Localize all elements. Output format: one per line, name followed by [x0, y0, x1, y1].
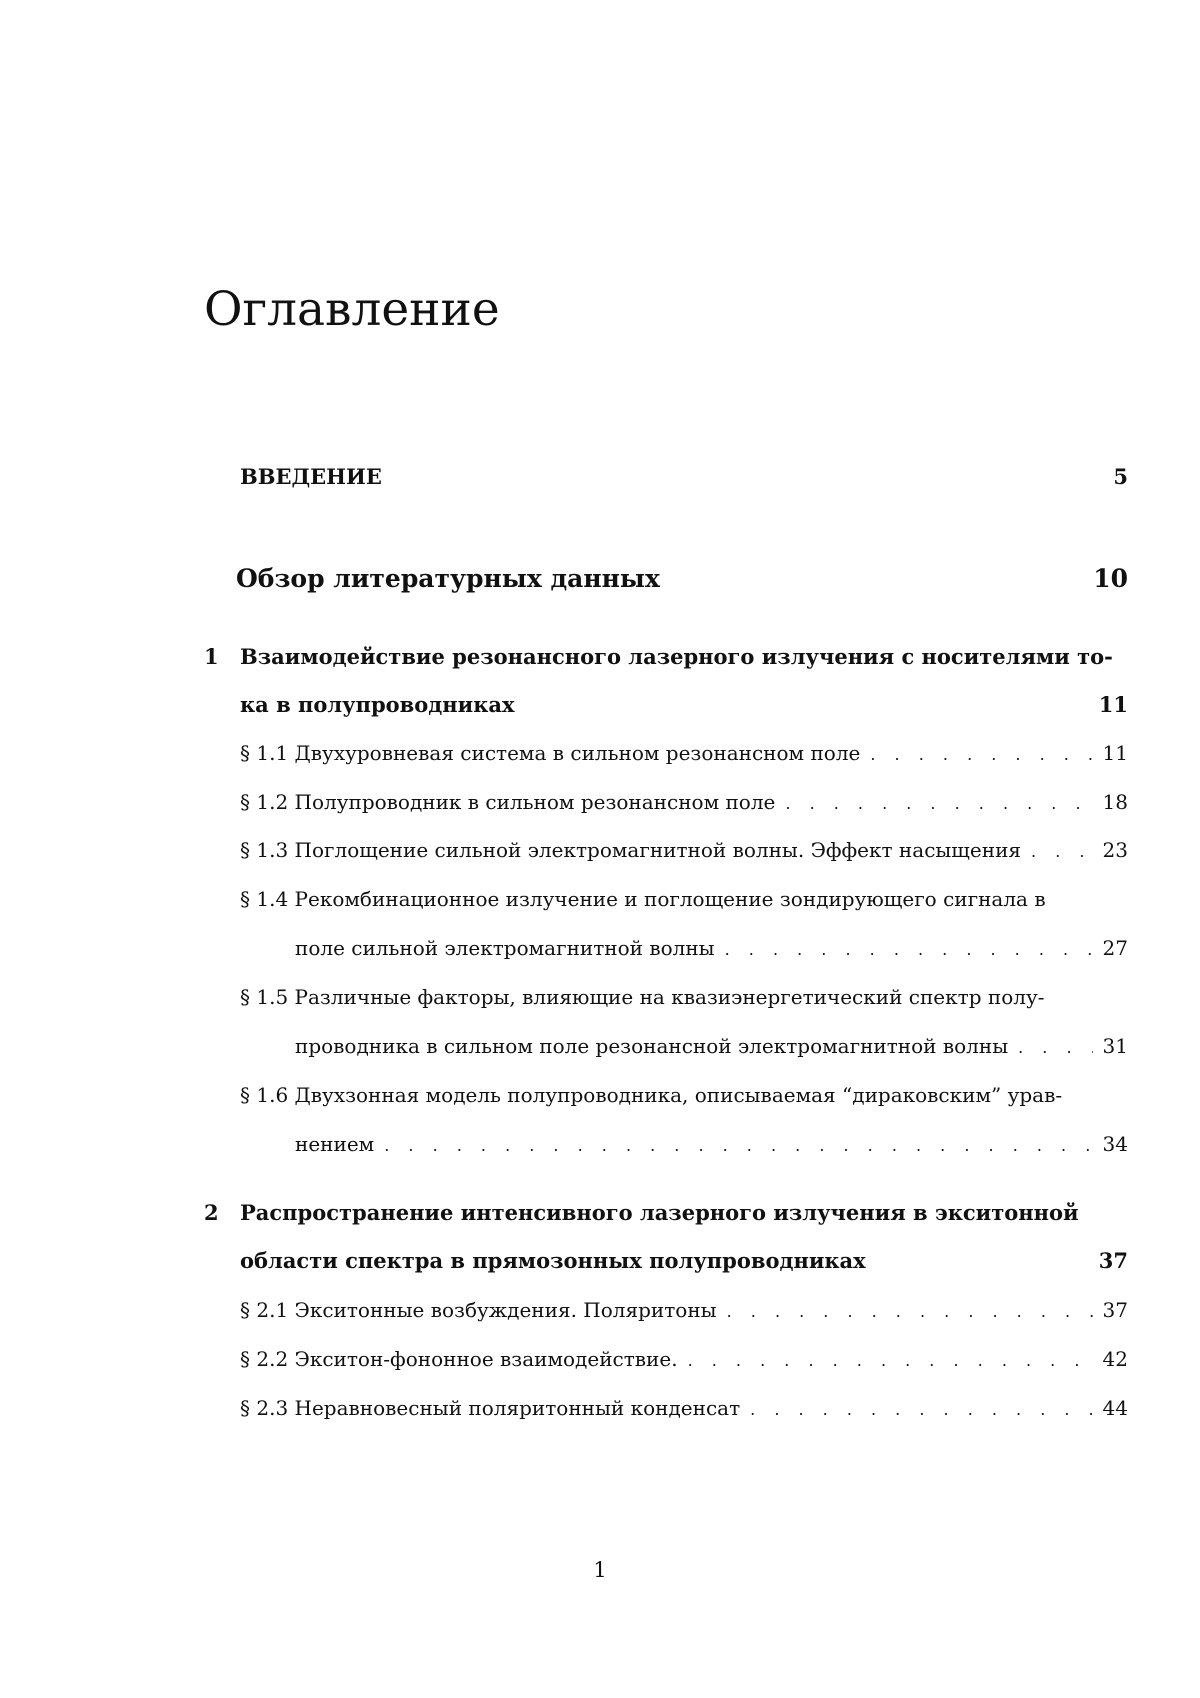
section-number: § 2.3: [240, 1396, 289, 1420]
toc-entry-intro[interactable]: [240, 466, 1128, 487]
dot-leader: [727, 1304, 1093, 1320]
toc-entry-page: 11: [1102, 741, 1128, 765]
toc-entry-section-1-6[interactable]: [240, 1085, 1128, 1105]
section-number: § 1.3: [240, 838, 289, 862]
toc-entry-section-1-3[interactable]: [240, 840, 1128, 860]
toc-entry-section-1-2[interactable]: [240, 792, 1128, 812]
toc-entry-chapter-1-cont[interactable]: [240, 694, 1128, 715]
toc-entry-page: 31: [1102, 1034, 1128, 1058]
section-number: § 1.5: [240, 985, 289, 1009]
section-number: § 2.2: [240, 1347, 289, 1371]
toc-entry-label: Обзор литературных данных: [236, 564, 660, 593]
toc-entry-label: Различные факторы, влияющие на квазиэнергетический спектр полу-: [294, 985, 1045, 1009]
dot-leader: [870, 747, 1092, 763]
toc-entry-label: области спектра в прямозонных полупроводниках: [240, 1248, 866, 1273]
dot-leader: [384, 1138, 1092, 1154]
section-number: § 1.2: [240, 790, 289, 814]
toc-entry-label: Неравновесный поляритонный конденсат: [294, 1396, 741, 1420]
toc-entry-part[interactable]: [236, 566, 1128, 591]
toc-entry-chapter-1[interactable]: [240, 646, 1128, 667]
toc-entry-page: 11: [1098, 692, 1128, 717]
toc-entry-label: ВВЕДЕНИЕ: [240, 464, 382, 489]
toc-entry-label: Двухзонная модель полупроводника, описываемая “дираковским” урав-: [294, 1083, 1063, 1107]
chapter-number: 1: [204, 644, 219, 669]
toc-entry-label: Полупроводник в сильном резонансном поле: [294, 790, 776, 814]
section-number: § 2.1: [240, 1298, 289, 1322]
toc-entry-label: нением: [295, 1132, 375, 1156]
toc-entry-page: 23: [1102, 838, 1128, 862]
page-number: 1: [593, 1558, 607, 1582]
toc-entry-label: Двухуровневая система в сильном резонансном поле: [294, 741, 861, 765]
toc-entry-page: 44: [1102, 1396, 1128, 1420]
toc-entry-label: ка в полупроводниках: [240, 692, 515, 717]
toc-entry-section-1-6-cont[interactable]: [295, 1134, 1128, 1154]
toc-entry-page: 10: [1093, 564, 1128, 593]
toc-entry-section-1-5-cont[interactable]: [295, 1036, 1128, 1056]
toc-entry-section-1-1[interactable]: [240, 743, 1128, 763]
toc-entry-page: 37: [1102, 1298, 1128, 1322]
toc-entry-page: 27: [1102, 936, 1128, 960]
toc-entry-section-2-3[interactable]: [240, 1398, 1128, 1418]
toc-entry-label: Рекомбинационное излучение и поглощение зондирующего сигнала в: [294, 887, 1046, 911]
toc-entry-label: Взаимодействие резонансного лазерного излучения с носителями то-: [240, 644, 1113, 669]
toc-entry-label: Распространение интенсивного лазерного излучения в экситонной: [240, 1200, 1079, 1225]
toc-entry-page: 42: [1102, 1347, 1128, 1371]
section-number: § 1.6: [240, 1083, 289, 1107]
toc-entry-page: 37: [1098, 1248, 1128, 1273]
toc-entry-label: Экситон-фононное взаимодействие.: [294, 1347, 678, 1371]
toc-entry-page: 5: [1113, 464, 1128, 489]
toc-entry-section-1-5[interactable]: [240, 987, 1128, 1007]
dot-leader: [1031, 844, 1093, 860]
dot-leader: [785, 796, 1092, 812]
toc-entry-label: поле сильной электромагнитной волны: [295, 936, 715, 960]
toc-entry-section-1-4-cont[interactable]: [295, 938, 1128, 958]
dot-leader: [1018, 1040, 1092, 1056]
dot-leader: [725, 942, 1093, 958]
chapter-number: 2: [204, 1200, 219, 1225]
toc-entry-section-1-4[interactable]: [240, 889, 1128, 909]
dot-leader: [750, 1402, 1092, 1418]
toc-entry-section-2-2[interactable]: [240, 1349, 1128, 1369]
toc-entry-label: Экситонные возбуждения. Поляритоны: [294, 1298, 717, 1322]
section-number: § 1.1: [240, 741, 289, 765]
toc-entry-label: Поглощение сильной электромагнитной волны. Эффект насыщения: [294, 838, 1022, 862]
section-number: § 1.4: [240, 887, 289, 911]
toc-entry-chapter-2[interactable]: [240, 1202, 1128, 1223]
toc-entry-section-2-1[interactable]: [240, 1300, 1128, 1320]
dot-leader: [688, 1353, 1093, 1369]
toc-entry-page: 18: [1102, 790, 1128, 814]
toc-title: Оглавление: [204, 282, 500, 337]
toc-entry-chapter-2-cont[interactable]: [240, 1250, 1128, 1271]
toc-entry-page: 34: [1102, 1132, 1128, 1156]
toc-entry-label: проводника в сильном поле резонансной электромагнитной волны: [295, 1034, 1009, 1058]
